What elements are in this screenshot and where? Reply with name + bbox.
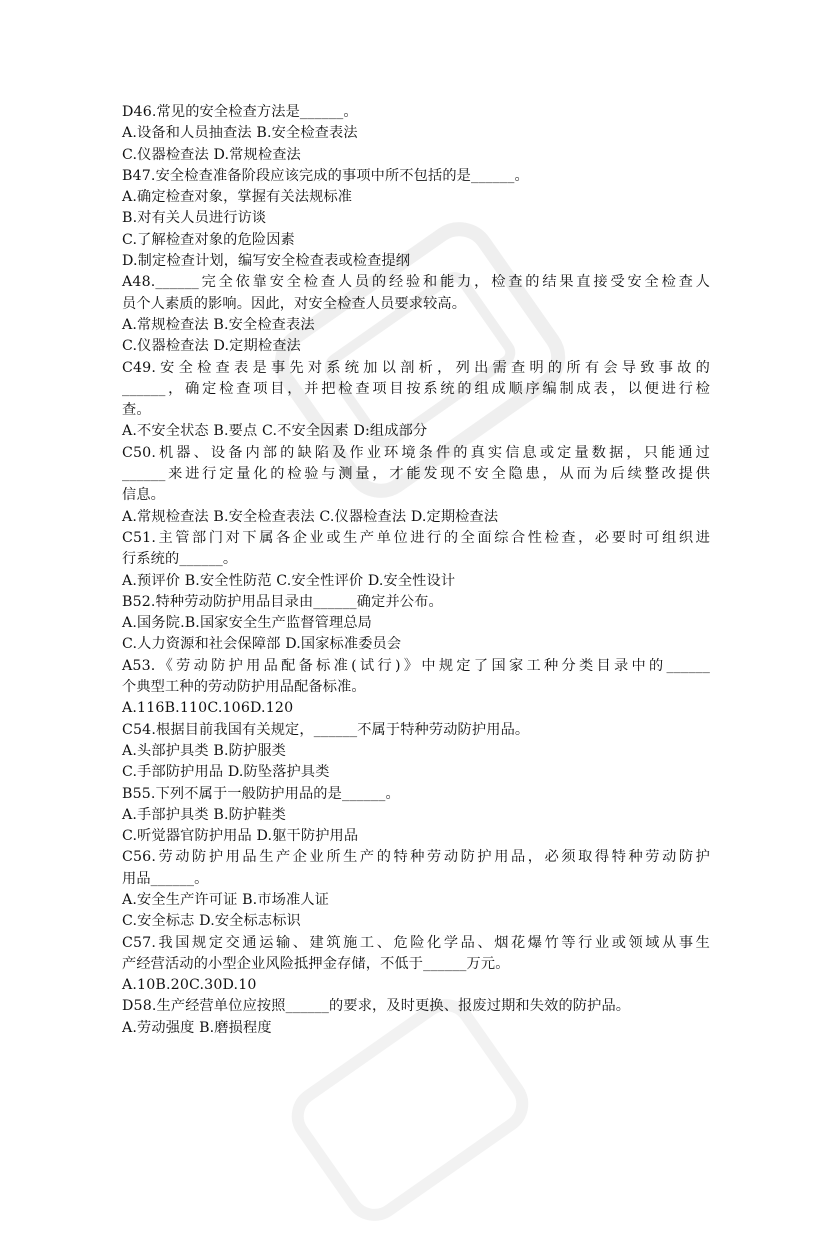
question-line: C51.主管部门对下属各企业或生产单位进行的全面综合性检查，必要时可组织进: [122, 529, 710, 546]
question-line: C54.根据目前我国有关规定，______不属于特种劳动防护用品。: [122, 721, 530, 738]
question-line: D46.常见的安全检查方法是______。: [122, 104, 358, 120]
question-line: C57.我国规定交通运输、建筑施工、危险化学品、烟花爆竹等行业或领域从事生: [122, 934, 710, 951]
option-line: C.听觉器官防护用品 D.躯干防护用品: [122, 828, 359, 845]
option-line: C.手部防护用品 D.防坠落护具类: [122, 764, 330, 781]
option-line: C.了解检查对象的危险因素: [122, 231, 295, 248]
option-line: A.安全生产许可证 B.市场准人证: [122, 891, 330, 908]
question-line: C56.劳动防护用品生产企业所生产的特种劳动防护用品，必须取得特种劳动防护: [122, 849, 710, 866]
option-line: A.国务院.B.国家安全生产监督管理总局: [122, 615, 373, 632]
question-line: 行系统的______。: [122, 551, 238, 568]
question-line: ______来进行定量化的检验与测量，才能发现不安全隐患，从而为后续整改提供: [122, 466, 710, 483]
question-line: A48.______完全依靠安全检查人员的经验和能力，检查的结果直接受安全检查人: [122, 274, 710, 291]
document-body: [122, 102, 710, 1039]
option-line: A.预评价 B.安全性防范 C.安全性评价 D.安全性设计: [122, 572, 456, 589]
option-line: A.手部护具类 B.防护鞋类: [122, 806, 286, 823]
option-line: A.不安全状态 B.要点 C.不安全因素 D:组成部分: [122, 423, 428, 440]
option-line: A.116B.110C.106D.120: [122, 700, 294, 717]
question-line: 查。: [122, 402, 151, 419]
option-line: C.人力资源和社会保障部 D.国家标准委员会: [122, 636, 402, 653]
option-line: A.设备和人员抽查法 B.安全检查表法: [122, 125, 358, 142]
question-line: 产经营活动的小型企业风险抵押金存储，不低于______万元。: [122, 955, 510, 972]
question-line: 个典型工种的劳动防护用品配备标准。: [122, 679, 366, 696]
option-line: A.劳动强度 B.磨损程度: [122, 1019, 272, 1036]
option-line: C.安全标志 D.安全标志标识: [122, 913, 301, 930]
question-line: 用品______。: [122, 870, 209, 887]
option-line: D.制定检查计划，编写安全检查表或检查提纲: [122, 253, 411, 270]
option-line: A.常规检查法 B.安全检查表法: [122, 316, 315, 333]
question-line: D58.生产经营单位应按照______的要求，及时更换、报废过期和失效的防护品。: [122, 998, 631, 1015]
option-line: C.仪器检查法 D.定期检查法: [122, 338, 301, 355]
option-line: C.仪器检查法 D.常规检查法: [122, 146, 301, 163]
question-line: A53.《劳动防护用品配备标准(试行)》中规定了国家工种分类目录中的______: [122, 657, 710, 674]
option-line: A.10B.20C.30D.10: [122, 977, 257, 994]
question-line: 信息。: [122, 487, 166, 504]
option-line: A.头部护具类 B.防护服类: [122, 742, 286, 759]
option-line: B.对有关人员进行访谈: [122, 210, 267, 227]
option-line: A.常规检查法 B.安全检查表法 C.仪器检查法 D.定期检查法: [122, 508, 499, 525]
question-line: 员个人素质的影响。因此，对安全检查人员要求较高。: [122, 295, 467, 312]
option-line: A.确定检查对象，掌握有关法规标准: [122, 189, 353, 206]
question-line: C49.安全检查表是事先对系统加以剖析，列出需查明的所有会导致事故的: [122, 359, 710, 376]
question-line: B55.下列不属于一般防护用品的是______。: [122, 785, 400, 802]
question-line: B47.安全检查准备阶段应该完成的事项中所不包括的是______。: [122, 167, 529, 184]
question-line: ______，确定检查项目，并把检查项目按系统的组成顺序编制成表，以便进行检: [122, 380, 710, 397]
question-line: C50.机器、设备内部的缺陷及作业环境条件的真实信息或定量数据，只能通过: [122, 444, 710, 461]
question-line: B52.特种劳动防护用品目录由______确定并公布。: [122, 593, 443, 610]
